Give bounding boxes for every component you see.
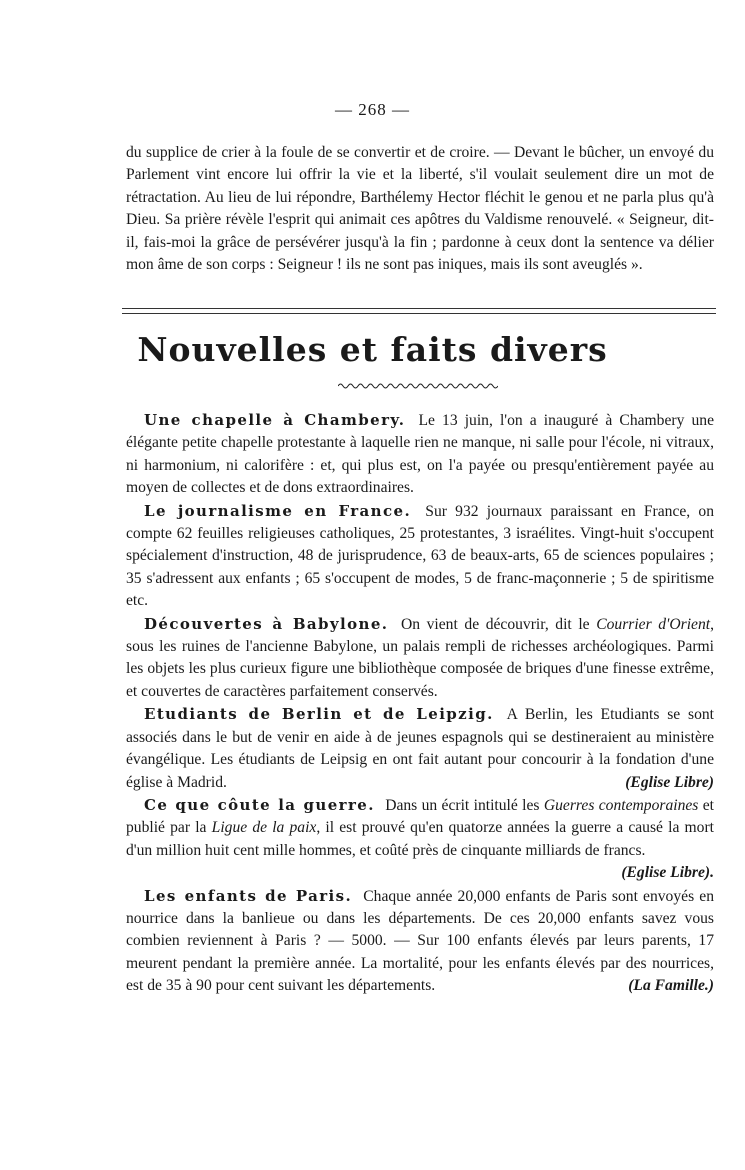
- news-item-body: Chaque année 20,000 enfants de Paris sont envoyés en nourrice dans la banlieue ou dans les départements. De ces 20,000 enfants savez vous combien reviennent à Paris ? — 5000. — Sur 100 enfants élevés par leurs parents, 17 meurent pendant la première année. La mortalité, pour les enfants élevés par des nourrices, est de 35 à 90 pour cent suivant les départements.: [126, 887, 714, 995]
- news-item-body: Sur 932 journaux paraissant en France, on compte 62 feuilles religieuses catholiques, 25 protestantes, 3 israélites. Vingt-huit s'occupent spécialement d'instruction, 48 de jurisprudence, 63 de beaux-arts, 65 de sciences populaires ; 35 s'adressent aux enfants ; 65 s'occupent de modes, 5 de franc-maçonnerie ; 5 de spiritisme etc.: [126, 502, 715, 610]
- page-number: — 268 —: [335, 100, 410, 119]
- section-divider: [122, 308, 716, 314]
- news-item: [126, 885, 714, 998]
- news-item-source: (Eglise Libre): [625, 773, 714, 791]
- publication-name: Guerres contemporaines: [543, 796, 699, 814]
- news-item-body: et publié par la: [126, 796, 714, 837]
- section-title: Nouvelles et faits divers: [137, 330, 608, 369]
- news-item-heading: Une chapelle à Chambery.: [144, 411, 406, 429]
- news-item-heading: Les enfants de Paris.: [144, 886, 353, 905]
- news-item-body: Dans un écrit intitulé les: [385, 796, 540, 814]
- news-item-heading: Découvertes à Babylone.: [144, 614, 389, 633]
- news-item-heading: Le journalisme en France.: [144, 501, 412, 520]
- news-item-source: (La Famille.): [628, 977, 714, 995]
- news-item-body: A Berlin, les Etudiants se sont associés dans le but de venir en aide à de jeunes espagnols qui se destineraient au ministère évangélique. Les étudiants de Leipsig en ont fait autant pour concourir à la fondation d'une église à Madrid.: [126, 706, 714, 791]
- news-item: [126, 409, 714, 500]
- news-item: [126, 794, 714, 882]
- news-item-heading: Ce que côute la guerre.: [144, 795, 375, 814]
- news-item-body: , sous les ruines de l'ancienne Babylone, un palais rempli de richesses archéologiques. Parmi les objets les plus curieux figure une bibliothèque composée de briques d'une finesse extrême, et couvertes de caractères parfaitement conservés.: [126, 615, 714, 700]
- organization-name: Ligue de la paix: [211, 819, 317, 837]
- title-ornament: [338, 382, 498, 390]
- news-item-body: Le 13 juin, l'on a inauguré à Chambery une élégante petite chapelle protestante à laquelle rien ne manque, ni salle pour l'école, ni vitraux, ni harmonium, ni calorifère : et, qui plus est, on l'a payée ou presqu'entièrement payée au moyen de collectes et de dons extraordinaires.: [126, 412, 714, 497]
- news-item: [126, 613, 714, 704]
- news-item-body: On vient de découvrir, dit le: [400, 615, 590, 633]
- news-item-heading: Etudiants de Berlin et de Leipzig.: [144, 705, 494, 724]
- news-item: [126, 703, 714, 794]
- news-item: [126, 500, 714, 613]
- intro-paragraph: du supplice de crier à la foule de se convertir et de croire. — Devant le bûcher, un envoyé du Parlement vint encore lui offrir la vie et la liberté, s'il voulait seulement dire un mot de rétractation. Au lieu de lui répondre, Barthélemy Hector fléchit le genou et ne parla plus qu'à Dieu. Sa prière révèle l'esprit qui animait ces apôtres du Valdisme renouvelé. « Seigneur, dit-il, fais-moi la grâce de persévérer jusqu'à la fin ; pardonne à ceux dont la sentence va délier mon âme de son corps : Seigneur ! ils ne sont pas iniques, mais ils sont aveuglés ».: [126, 144, 714, 274]
- news-item-body: , il est prouvé qu'en quatorze années la guerre a causé la mort d'un million huit cent mille hommes, et coûté près de cinquante milliards de francs.: [126, 819, 714, 859]
- news-list: [126, 409, 714, 998]
- news-item-source: (Eglise Libre).: [621, 864, 714, 882]
- publication-name: Courrier d'Orient: [596, 615, 711, 633]
